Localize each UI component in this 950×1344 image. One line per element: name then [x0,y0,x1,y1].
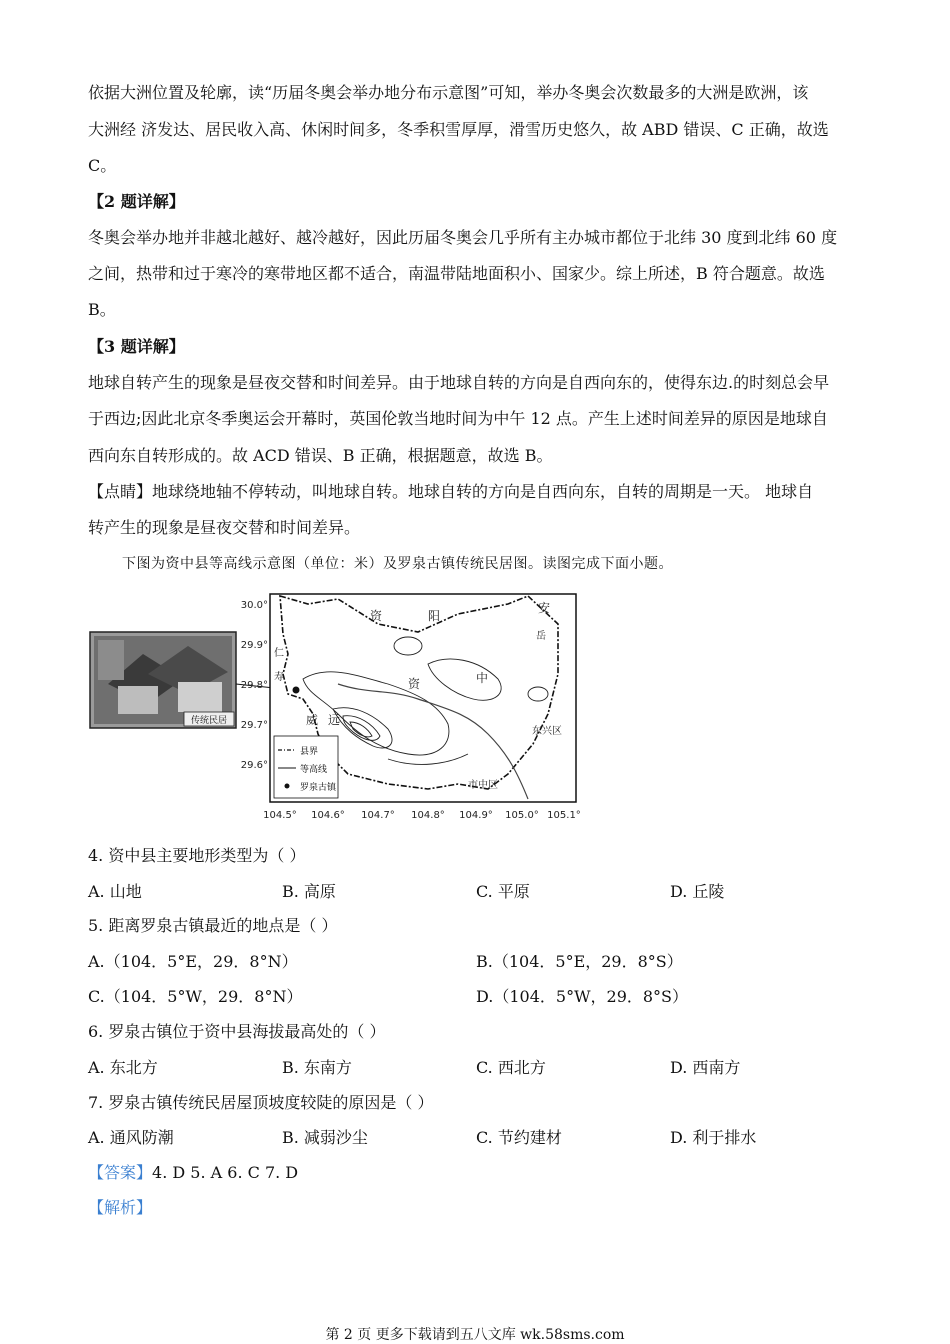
para-1-line-2: 大洲经 济发达、居民收入高、休闲时间多，冬季积雪厚厚，滑雪历史悠久，故 ABD 错误、C 正确，故选 [88,120,829,139]
contour-map-svg [88,584,588,824]
para-1-line-3: C。 [88,156,117,175]
para-1-line-1: 依据大洲位置及轮廓，读“历届冬奥会举办地分布示意图”可知，举办冬奥会次数最多的大洲是欧洲，该 [88,83,809,102]
lon-tick: 104.5° [263,810,297,821]
heading-q3-detail: 【3 题详解】 [88,337,185,356]
region-label: 资 [370,609,383,623]
figure-contour-map [88,584,588,824]
q4-option-d[interactable]: D. 丘陵 [670,882,725,901]
traditional-house-photo [90,632,236,728]
heading-q2-detail: 【2 题详解】 [88,192,185,211]
para-2-line-3: B。 [88,300,116,319]
question-5-stem: 5. 距离罗泉古镇最近的地点是（ ） [88,916,338,935]
legend-town: 罗泉古镇 [300,783,337,793]
answer-text: 4. D 5. A 6. C 7. D [152,1163,299,1182]
region-label: 岳 [536,631,546,642]
region-label: 安 [538,601,551,615]
lat-tick: 30.0° [240,600,268,611]
lat-tick: 29.8° [240,680,268,691]
q7-option-c[interactable]: C. 节约建材 [476,1128,562,1147]
page-footer: 第 2 页 更多下载请到五八文库 wk.58sms.com [325,1327,625,1343]
q5-option-b[interactable]: B.（104．5°E，29．8°S） [476,952,683,971]
para-3-line-3: 西向东自转形成的。故 ACD 错误、B 正确，根据题意，故选 B。 [88,446,553,465]
q4-option-b[interactable]: B. 高原 [282,882,336,901]
question-4-stem: 4. 资中县主要地形类型为（ ） [88,846,306,865]
para-2-line-2: 之间，热带和过于寒冷的寒带地区都不适合，南温带陆地面积小、国家少。综上所述，B 符合题意。故选 [88,264,825,283]
question-6-stem: 6. 罗泉古镇位于资中县海拔最高处的（ ） [88,1022,386,1041]
highlight-line-2: 转产生的现象是昼夜交替和时间差异。 [88,518,361,537]
region-label-shizhong: 市中区 [468,780,498,791]
legend-contour: 等高线 [300,765,328,775]
lon-tick: 104.6° [311,810,345,821]
lat-tick: 29.7° [240,720,268,731]
lat-tick: 29.6° [240,760,268,771]
map-legend [274,736,338,798]
region-label: 寿 [274,672,284,683]
q5-option-a[interactable]: A.（104．5°E，29．8°N） [88,952,298,971]
q7-option-d[interactable]: D. 利于排水 [670,1128,757,1147]
region-label: 威 [306,713,319,727]
region-label: 远 [328,713,341,727]
q4-option-c[interactable]: C. 平原 [476,882,530,901]
luoquan-town-dot [293,687,300,694]
photo-label: 传统民居 [190,716,228,726]
para-3-line-1: 地球自转产生的现象是昼夜交替和时间差异。由于地球自转的方向是自西向东的，使得东边.的时刻总会早 [88,373,830,392]
lon-tick: 105.0° [505,810,539,821]
region-label: 阳 [428,609,441,623]
region-label: 仁 [274,648,284,659]
question-7-stem: 7. 罗泉古镇传统民居屋顶坡度较陡的原因是（ ） [88,1093,434,1112]
q7-option-a[interactable]: A. 通风防潮 [88,1128,174,1147]
q5-option-c[interactable]: C.（104．5°W，29．8°N） [88,987,303,1006]
lat-tick: 29.9° [240,640,268,651]
analysis-tag: 【解析】 [88,1198,153,1217]
legend-boundary: 县界 [300,747,319,757]
figure-caption: 下图为资中县等高线示意图（单位：米）及罗泉古镇传统民居图。读图完成下面小题。 [122,556,673,572]
answer-line [88,1163,298,1183]
q6-option-a[interactable]: A. 东北方 [88,1058,158,1077]
highlight-line-1: 【点睛】地球绕地轴不停转动，叫地球自转。地球自转的方向是自西向东，自转的周期是一天。 地球自 [88,482,814,501]
q6-option-b[interactable]: B. 东南方 [282,1058,352,1077]
q4-option-a[interactable]: A. 山地 [88,882,142,901]
q6-option-c[interactable]: C. 西北方 [476,1058,546,1077]
lon-tick: 105.1° [547,810,581,821]
q7-option-b[interactable]: B. 减弱沙尘 [282,1128,368,1147]
answer-tag: 【答案】 [88,1163,153,1182]
region-label-dongxing: 东兴区 [532,726,562,737]
lon-tick: 104.7° [361,810,395,821]
para-3-line-2: 于西边;因此北京冬季奥运会开幕时，英国伦敦当地时间为中午 12 点。产生上述时间差异的原因是地球自 [88,409,828,428]
para-2-line-1: 冬奥会举办地并非越北越好、越冷越好，因此历届冬奥会几乎所有主办城市都位于北纬 30 度到北纬 60 度 [88,228,838,247]
region-label: 资 [408,677,421,691]
q6-option-d[interactable]: D. 西南方 [670,1058,741,1077]
q5-option-d[interactable]: D.（104．5°W，29．8°S） [476,987,689,1006]
lon-tick: 104.8° [411,810,445,821]
region-label: 中 [476,671,489,685]
lon-tick: 104.9° [459,810,493,821]
